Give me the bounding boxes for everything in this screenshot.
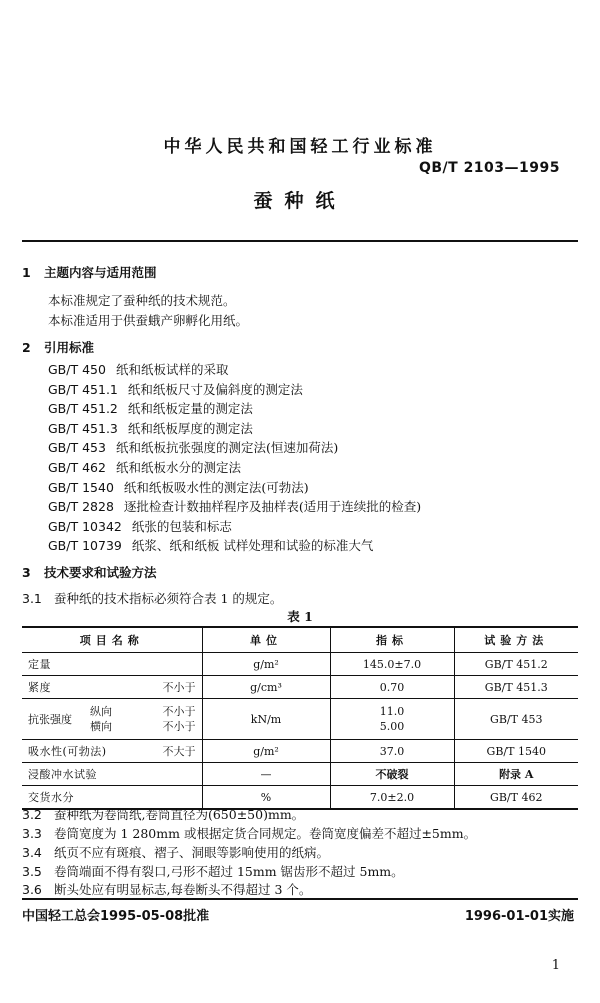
paragraph: 本标准适用于供蚕蛾产卵孵化用纸。 (48, 313, 249, 328)
item-label: 紧度 (28, 681, 51, 694)
list-item (48, 517, 421, 537)
ref-name: 逐批检查计数抽样程序及抽样表(适用于连续批的检查) (123, 499, 422, 515)
clause-3-1 (22, 589, 282, 607)
section-number: 2 (22, 340, 31, 355)
item-cell (22, 740, 202, 763)
page-number: 1 (551, 958, 560, 973)
clause-text: 蚕种纸为卷筒纸,卷筒直径为(650±50)mm。 (54, 807, 305, 822)
ref-name: 纸浆、纸和纸板 试样处理和试验的标准大气 (131, 538, 374, 554)
list-item (48, 380, 421, 400)
unit-cell: kN/m (202, 699, 330, 740)
method-cell: 附录 A (454, 763, 578, 786)
section-3-heading (22, 563, 157, 581)
list-item (48, 497, 421, 517)
section-number: 1 (22, 265, 31, 280)
ref-code: GB/T 1540 (48, 479, 114, 495)
value-line: 11.0 (379, 705, 405, 718)
ref-name: 纸和纸板尺寸及偏斜度的测定法 (127, 381, 303, 397)
table-header-row (22, 627, 578, 653)
method-cell: GB/T 451.3 (454, 676, 578, 699)
ref-name: 纸和纸板试样的采取 (115, 362, 229, 377)
section-title: 引用标准 (44, 340, 95, 355)
method-cell: GB/T 451.2 (454, 653, 578, 676)
item-limit: 不小于 (162, 705, 196, 718)
clause-number: 3.6 (22, 882, 42, 897)
unit-cell: g/m² (202, 740, 330, 763)
item-label: 吸水性(可勃法) (28, 745, 107, 758)
method-cell: GB/T 453 (454, 699, 578, 740)
table-caption: 表 1 (287, 609, 313, 624)
list-item (48, 536, 421, 556)
table-row (22, 653, 578, 676)
section-title: 技术要求和试验方法 (44, 565, 157, 580)
document-title: 蚕种纸 (253, 190, 347, 212)
item-cell (22, 699, 202, 740)
ref-code: GB/T 2828 (48, 499, 114, 515)
column-header: 试验方法 (454, 627, 578, 653)
clause-text: 蚕种纸的技术指标必须符合表 1 的规定。 (54, 591, 283, 606)
item-label: 浸酸冲水试验 (28, 768, 97, 781)
column-header: 指标 (330, 627, 454, 653)
section-2-heading (22, 338, 94, 356)
unit-cell: g/m² (202, 653, 330, 676)
ref-name: 纸张的包装和标志 (131, 518, 232, 534)
method-cell: GB/T 1540 (454, 740, 578, 763)
list-item (48, 399, 421, 419)
item-cell (22, 763, 202, 786)
method-cell: GB/T 462 (454, 786, 578, 810)
unit-cell: g/cm³ (202, 676, 330, 699)
item-limit: 不大于 (162, 745, 196, 758)
ref-code: GB/T 450 (48, 362, 106, 377)
column-header: 项目名称 (22, 627, 202, 653)
item-cell (22, 653, 202, 676)
item-limit: 不小于 (162, 720, 196, 733)
header-divider (22, 240, 578, 242)
reference-list (48, 360, 421, 556)
clause-number: 3.2 (22, 807, 42, 822)
value-cell: 37.0 (330, 740, 454, 763)
ref-code: GB/T 462 (48, 459, 106, 475)
value-cell (330, 699, 454, 740)
column-header: 单位 (202, 627, 330, 653)
clause-text: 卷筒宽度为 1 280mm 或根据定货合同规定。卷筒宽度偏差不超过±5mm。 (54, 826, 477, 841)
item-cell (22, 676, 202, 699)
clause-3-3 (22, 824, 476, 842)
section-number: 3 (22, 565, 31, 580)
ref-code: GB/T 451.1 (48, 381, 118, 397)
ref-name: 纸和纸板定量的测定法 (127, 401, 253, 417)
clause-3-6 (22, 880, 311, 898)
direction-label: 横向 (90, 720, 112, 733)
list-item (48, 458, 421, 478)
list-item (48, 438, 421, 458)
standard-code: QB/T 2103—1995 (418, 160, 560, 176)
clause-3-2 (22, 805, 304, 823)
ref-code: GB/T 453 (48, 440, 106, 456)
clause-3-4 (22, 843, 329, 861)
org-title: 中华人民共和国轻工行业标准 (163, 137, 437, 157)
value-cell: 145.0±7.0 (330, 653, 454, 676)
spec-table (22, 626, 578, 810)
clause-number: 3.3 (22, 826, 42, 841)
item-limit: 不小于 (162, 681, 196, 694)
item-label: 抗张强度 (28, 713, 72, 726)
effective-date-line: 1996-01-01实施 (464, 909, 574, 924)
unit-cell: — (202, 763, 330, 786)
value-cell: 7.0±2.0 (330, 786, 454, 810)
clause-text: 卷筒端面不得有裂口,弓形不超过 15mm 锯齿形不超过 5mm。 (54, 864, 404, 879)
item-label: 交货水分 (28, 791, 74, 804)
approval-line: 中国轻工总会1995-05-08批准 (22, 909, 210, 924)
ref-code: GB/T 451.3 (48, 420, 118, 436)
ref-code: GB/T 451.2 (48, 401, 118, 417)
value-line: 5.00 (379, 720, 405, 733)
ref-code: GB/T 10739 (48, 538, 122, 554)
table-row (22, 763, 578, 786)
clause-text: 纸页不应有斑痕、褶子、洞眼等影响使用的纸病。 (54, 845, 330, 860)
ref-name: 纸和纸板厚度的测定法 (127, 420, 253, 436)
ref-name: 纸和纸板抗张强度的测定法(恒速加荷法) (115, 440, 339, 456)
list-item (48, 360, 421, 380)
unit-cell: % (202, 786, 330, 810)
value-cell: 不破裂 (330, 763, 454, 786)
paragraph: 本标准规定了蚕种纸的技术规范。 (48, 293, 236, 308)
clause-number: 3.5 (22, 864, 42, 879)
clause-number: 3.4 (22, 845, 42, 860)
section-1-heading (22, 263, 157, 281)
table-row (22, 699, 578, 740)
ref-name: 纸和纸板水分的测定法 (115, 459, 241, 475)
item-label: 定量 (28, 658, 51, 671)
clause-3-5 (22, 862, 404, 880)
table-row (22, 676, 578, 699)
ref-name: 纸和纸板吸水性的测定法(可勃法) (123, 479, 309, 495)
list-item (48, 478, 421, 498)
ref-code: GB/T 10342 (48, 518, 122, 534)
clause-number: 3.1 (22, 591, 42, 606)
footer-divider (22, 898, 578, 900)
value-cell: 0.70 (330, 676, 454, 699)
direction-label: 纵向 (90, 705, 112, 718)
list-item (48, 419, 421, 439)
section-title: 主题内容与适用范围 (44, 265, 157, 280)
clause-text: 断头处应有明显标志,每卷断头不得超过 3 个。 (54, 882, 312, 897)
table-row (22, 740, 578, 763)
